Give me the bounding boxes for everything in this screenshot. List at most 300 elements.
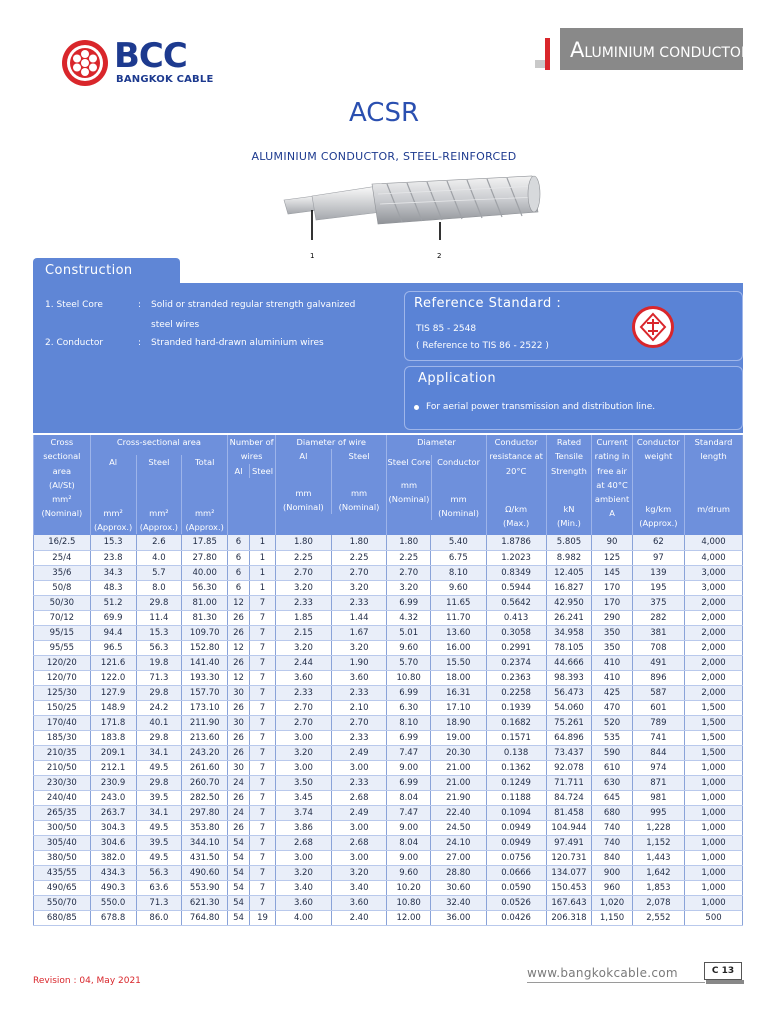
table-cell: 49.5 [136,760,182,775]
table-cell: 94.4 [90,625,136,640]
table-cell: 127.9 [90,685,136,700]
reference-line-1: TIS 85 - 2548 [416,324,477,334]
table-cell: 2.25 [331,550,387,565]
table-cell: 290 [592,610,632,625]
header-diameter-of-wire: Diameter of wire Al mm (Nominal) Steel mm (Nominal) [276,435,387,535]
table-cell: 2.68 [331,790,387,805]
table-cell: 5.40 [430,535,486,550]
table-row [34,910,743,925]
header-cs-area-group: Cross-sectional area Al mm² (Approx.) Steel mm² (Approx.) Total mm² (Approx.) [90,435,227,535]
header-al: Al mm² (Approx.) [93,457,133,532]
table-cell: 95/15 [34,625,91,640]
table-cell: 1.80 [331,535,387,550]
table-cell: 8.04 [387,790,431,805]
table-cell: 610 [592,760,632,775]
table-cell: 708 [632,640,684,655]
table-cell: 7 [249,700,275,715]
table-cell: 26 [228,625,250,640]
table-cell: 54 [228,835,250,850]
table-cell: 56.3 [136,865,182,880]
table-cell: 120/20 [34,655,91,670]
table-cell: 98.393 [546,670,592,685]
table-cell: 490.60 [182,865,228,880]
table-cell: 29.8 [136,775,182,790]
table-cell: 13.60 [430,625,486,640]
cable-label-2: 2 [437,252,442,260]
table-cell: 282 [632,610,684,625]
table-cell: 960 [592,880,632,895]
table-cell: 2,078 [632,895,684,910]
table-cell: 230/30 [34,775,91,790]
table-cell: 11.65 [430,595,486,610]
table-cell: 0.1188 [486,790,546,805]
table-cell: 981 [632,790,684,805]
table-cell: 54.060 [546,700,592,715]
table-cell: 7 [249,790,275,805]
table-row [34,880,743,895]
header-diameter: Diameter Steel Core mm (Nominal) Conductor mm (Nominal) [387,435,486,535]
table-row [34,745,743,760]
table-cell: 3.00 [331,850,387,865]
table-cell: 139 [632,565,684,580]
table-cell: 553.90 [182,880,228,895]
header-conductor-weight: Conductor weight kg/km (Approx.) [632,435,684,535]
table-row [34,850,743,865]
table-row [34,595,743,610]
table-cell: 120/70 [34,670,91,685]
table-cell: 7 [249,685,275,700]
table-cell: 24.10 [430,835,486,850]
table-cell: 24 [228,775,250,790]
spec-table [33,435,743,926]
table-cell: 49.5 [136,850,182,865]
table-cell: 62 [632,535,684,550]
table-cell: 3.60 [276,670,332,685]
table-cell: 382.0 [90,850,136,865]
table-cell: 25/4 [34,550,91,565]
table-row [34,895,743,910]
table-cell: 1.90 [331,655,387,670]
table-cell: 84.724 [546,790,592,805]
table-cell: 0.8349 [486,565,546,580]
table-cell: 2.49 [331,805,387,820]
table-cell: 170/40 [34,715,91,730]
table-cell: 1,000 [685,865,743,880]
table-cell: 92.078 [546,760,592,775]
table-cell: 6 [228,550,250,565]
table-cell: 211.90 [182,715,228,730]
page-title: ACSR [348,98,420,128]
table-cell: 30 [228,685,250,700]
table-cell: 26 [228,820,250,835]
table-row [34,865,743,880]
table-cell: 71.711 [546,775,592,790]
reference-line-2: ( Reference to TIS 86 - 2522 ) [416,341,549,351]
table-cell: 109.70 [182,625,228,640]
application-text: For aerial power transmission and distribution line. [426,402,656,412]
footer-divider [527,982,705,983]
table-row [34,550,743,565]
header-steel: Steel mm² (Approx.) [136,455,182,534]
table-cell: 0.0756 [486,850,546,865]
section-tag-label [570,38,751,62]
table-cell: 81.30 [182,610,228,625]
logo-subtitle: BANGKOK CABLE [116,74,214,85]
table-cell: 26 [228,790,250,805]
table-cell: 27.00 [430,850,486,865]
table-cell: 3.00 [331,760,387,775]
table-cell: 8.982 [546,550,592,565]
table-cell: 30 [228,760,250,775]
construction-item-1-sep: : [138,300,142,310]
table-cell: 12 [228,595,250,610]
table-cell: 2.70 [331,565,387,580]
table-cell: 1,152 [632,835,684,850]
table-cell: 1,000 [685,835,743,850]
table-cell: 4.00 [276,910,332,925]
table-cell: 789 [632,715,684,730]
table-cell: 1,000 [685,850,743,865]
table-cell: 21.00 [430,775,486,790]
table-cell: 375 [632,595,684,610]
website-link[interactable]: www.bangkokcable.com [527,966,678,980]
table-cell: 1.2023 [486,550,546,565]
table-cell: 601 [632,700,684,715]
table-cell: 2,000 [685,670,743,685]
table-cell: 1,228 [632,820,684,835]
table-row [34,715,743,730]
table-cell: 5.01 [387,625,431,640]
table-cell: 6 [228,535,250,550]
table-header-row [34,435,743,535]
table-cell: 0.0949 [486,835,546,850]
table-cell: 9.60 [387,865,431,880]
table-cell: 0.2991 [486,640,546,655]
table-row [34,790,743,805]
table-cell: 209.1 [90,745,136,760]
table-cell: 17.10 [430,700,486,715]
table-cell: 1,000 [685,760,743,775]
table-cell: 44.666 [546,655,592,670]
table-cell: 26 [228,700,250,715]
bullet-icon [414,405,419,410]
table-cell: 0.0526 [486,895,546,910]
construction-item-2-desc: Stranded hard-drawn aluminium wires [151,338,324,348]
table-cell: 134.077 [546,865,592,880]
table-cell: 764.80 [182,910,228,925]
table-row [34,835,743,850]
table-cell: 380/50 [34,850,91,865]
table-cell: 1,642 [632,865,684,880]
table-cell: 3.74 [276,805,332,820]
table-cell: 56.30 [182,580,228,595]
table-cell: 305/40 [34,835,91,850]
table-cell: 12 [228,670,250,685]
table-cell: 282.50 [182,790,228,805]
table-row [34,685,743,700]
table-cell: 381 [632,625,684,640]
table-cell: 520 [592,715,632,730]
table-cell: 1,000 [685,805,743,820]
table-cell: 3.60 [331,670,387,685]
table-cell: 535 [592,730,632,745]
table-cell: 1 [249,535,275,550]
table-cell: 51.2 [90,595,136,610]
table-row [34,610,743,625]
table-cell: 3.45 [276,790,332,805]
header-dia-steel: Steel mm (Nominal) [331,449,387,514]
table-cell: 157.70 [182,685,228,700]
table-cell: 6.99 [387,685,431,700]
table-cell: 0.0949 [486,820,546,835]
table-cell: 104.944 [546,820,592,835]
table-cell: 0.1094 [486,805,546,820]
table-cell: 73.437 [546,745,592,760]
table-cell: 0.1571 [486,730,546,745]
table-cell: 7 [249,640,275,655]
table-cell: 0.0426 [486,910,546,925]
table-cell: 70/12 [34,610,91,625]
table-cell: 71.3 [136,670,182,685]
table-cell: 0.1249 [486,775,546,790]
table-cell: 173.10 [182,700,228,715]
table-cell: 7 [249,730,275,745]
table-cell: 15.3 [90,535,136,550]
table-cell: 96.5 [90,640,136,655]
table-cell: 7 [249,655,275,670]
table-cell: 2.33 [331,685,387,700]
table-cell: 210/35 [34,745,91,760]
table-cell: 40.1 [136,715,182,730]
table-cell: 56.3 [136,640,182,655]
table-cell: 590 [592,745,632,760]
table-cell: 7 [249,775,275,790]
table-cell: 1,000 [685,820,743,835]
table-cell: 7 [249,880,275,895]
table-cell: 2.44 [276,655,332,670]
table-cell: 121.6 [90,655,136,670]
table-cell: 2.33 [331,775,387,790]
table-cell: 1,000 [685,895,743,910]
construction-item-2-sep: : [138,338,142,348]
table-cell: 148.9 [90,700,136,715]
construction-item-1-desc: Solid or stranded regular strength galvanized [151,300,356,310]
header-wires-steel: Steel [249,464,275,478]
table-row [34,760,743,775]
table-cell: 26.241 [546,610,592,625]
header-dia-steel-core: Steel Core mm (Nominal) [387,457,431,504]
table-cell: 1 [249,550,275,565]
table-cell: 212.1 [90,760,136,775]
table-cell: 21.00 [430,760,486,775]
table-cell: 30.60 [430,880,486,895]
table-cell: 2.6 [136,535,182,550]
table-cell: 183.8 [90,730,136,745]
table-cell: 152.80 [182,640,228,655]
table-cell: 3.00 [276,730,332,745]
table-cell: 4.32 [387,610,431,625]
table-cell: 9.00 [387,820,431,835]
table-cell: 125 [592,550,632,565]
construction-item-1-label: 1. Steel Core [45,300,103,310]
table-cell: 195 [632,580,684,595]
table-cell: 470 [592,700,632,715]
table-cell: 10.20 [387,880,431,895]
construction-item-1-desc-cont: steel wires [151,320,200,330]
table-cell: 150/25 [34,700,91,715]
construction-item-2-label: 2. Conductor [45,338,104,348]
table-cell: 3,000 [685,565,743,580]
table-cell: 210/50 [34,760,91,775]
table-cell: 1,150 [592,910,632,925]
table-cell: 740 [592,835,632,850]
table-row [34,535,743,550]
header-cross-sectional-area: Cross sectional area (Al/St) mm² (Nominal) [34,435,91,535]
table-cell: 587 [632,685,684,700]
table-cell: 2.10 [331,700,387,715]
table-cell: 1,443 [632,850,684,865]
table-cell: 1,000 [685,775,743,790]
table-cell: 491 [632,655,684,670]
section-tag [560,28,751,70]
table-cell: 185/30 [34,730,91,745]
table-cell: 7 [249,895,275,910]
table-cell: 2,000 [685,655,743,670]
table-cell: 11.70 [430,610,486,625]
table-cell: 6 [228,580,250,595]
table-cell: 7 [249,805,275,820]
table-cell: 22.40 [430,805,486,820]
table-cell: 550.0 [90,895,136,910]
table-cell: 8.10 [387,715,431,730]
table-cell: 425 [592,685,632,700]
table-cell: 490.3 [90,880,136,895]
table-cell: 24.50 [430,820,486,835]
section-tag-initial: A [570,38,585,62]
table-cell: 213.60 [182,730,228,745]
table-cell: 39.5 [136,790,182,805]
table-cell: 4.0 [136,550,182,565]
table-cell: 621.30 [182,895,228,910]
table-cell: 2,000 [685,625,743,640]
table-cell: 5.7 [136,565,182,580]
table-cell: 75.261 [546,715,592,730]
table-cell: 34.958 [546,625,592,640]
table-cell: 344.10 [182,835,228,850]
table-cell: 1,000 [685,880,743,895]
construction-title: Construction [45,263,133,278]
table-cell: 1.67 [331,625,387,640]
table-cell: 171.8 [90,715,136,730]
table-cell: 630 [592,775,632,790]
table-cell: 350 [592,640,632,655]
table-cell: 2.25 [387,550,431,565]
table-cell: 0.1362 [486,760,546,775]
table-cell: 54 [228,865,250,880]
table-cell: 26 [228,730,250,745]
table-cell: 23.8 [90,550,136,565]
table-cell: 8.10 [430,565,486,580]
table-cell: 18.90 [430,715,486,730]
table-cell: 9.60 [387,640,431,655]
cable-illustration [282,172,544,262]
table-cell: 974 [632,760,684,775]
table-cell: 7 [249,625,275,640]
spec-table-body [34,535,743,925]
table-cell: 3.00 [276,850,332,865]
table-cell: 2.70 [276,565,332,580]
table-cell: 7 [249,850,275,865]
header-wires-al: Al [234,465,243,476]
table-cell: 3.20 [331,865,387,880]
table-cell: 15.50 [430,655,486,670]
table-cell: 3.60 [276,895,332,910]
cable-label-1: 1 [310,252,315,260]
table-cell: 2.68 [331,835,387,850]
table-cell: 550/70 [34,895,91,910]
table-cell: 34.3 [90,565,136,580]
table-cell: 97.491 [546,835,592,850]
header-number-of-wires: Number of wires Al Steel [228,435,276,535]
table-cell: 6.30 [387,700,431,715]
table-cell: 2.33 [276,685,332,700]
table-cell: 2.40 [331,910,387,925]
table-cell: 24.2 [136,700,182,715]
table-cell: 8.0 [136,580,182,595]
table-cell: 678.8 [90,910,136,925]
table-cell: 1,500 [685,700,743,715]
table-cell: 6.99 [387,775,431,790]
table-cell: 19 [249,910,275,925]
table-cell: 9.00 [387,760,431,775]
table-cell: 741 [632,730,684,745]
table-cell: 28.80 [430,865,486,880]
table-cell: 0.5944 [486,580,546,595]
table-row [34,655,743,670]
table-cell: 36.00 [430,910,486,925]
table-cell: 15.3 [136,625,182,640]
logo-wordmark: BCC [114,36,187,76]
table-cell: 170 [592,595,632,610]
bcc-logo-icon [60,38,110,88]
table-cell: 39.5 [136,835,182,850]
table-cell: 9.60 [430,580,486,595]
table-cell: 54 [228,895,250,910]
table-cell: 2,552 [632,910,684,925]
table-cell: 12 [228,640,250,655]
table-cell: 2.33 [276,595,332,610]
table-cell: 50/8 [34,580,91,595]
table-cell: 26 [228,745,250,760]
table-cell: 64.896 [546,730,592,745]
table-cell: 3.20 [331,640,387,655]
table-cell: 7 [249,865,275,880]
table-cell: 7 [249,835,275,850]
table-cell: 12.405 [546,565,592,580]
table-cell: 193.30 [182,670,228,685]
page-subtitle: ALUMINIUM CONDUCTOR, STEEL-REINFORCED [251,150,517,163]
table-cell: 26 [228,655,250,670]
table-cell: 645 [592,790,632,805]
table-cell: 680 [592,805,632,820]
table-cell: 71.3 [136,895,182,910]
table-cell: 10.80 [387,670,431,685]
table-cell: 304.3 [90,820,136,835]
table-cell: 1.44 [331,610,387,625]
table-cell: 3.40 [276,880,332,895]
table-cell: 434.3 [90,865,136,880]
table-cell: 120.731 [546,850,592,865]
